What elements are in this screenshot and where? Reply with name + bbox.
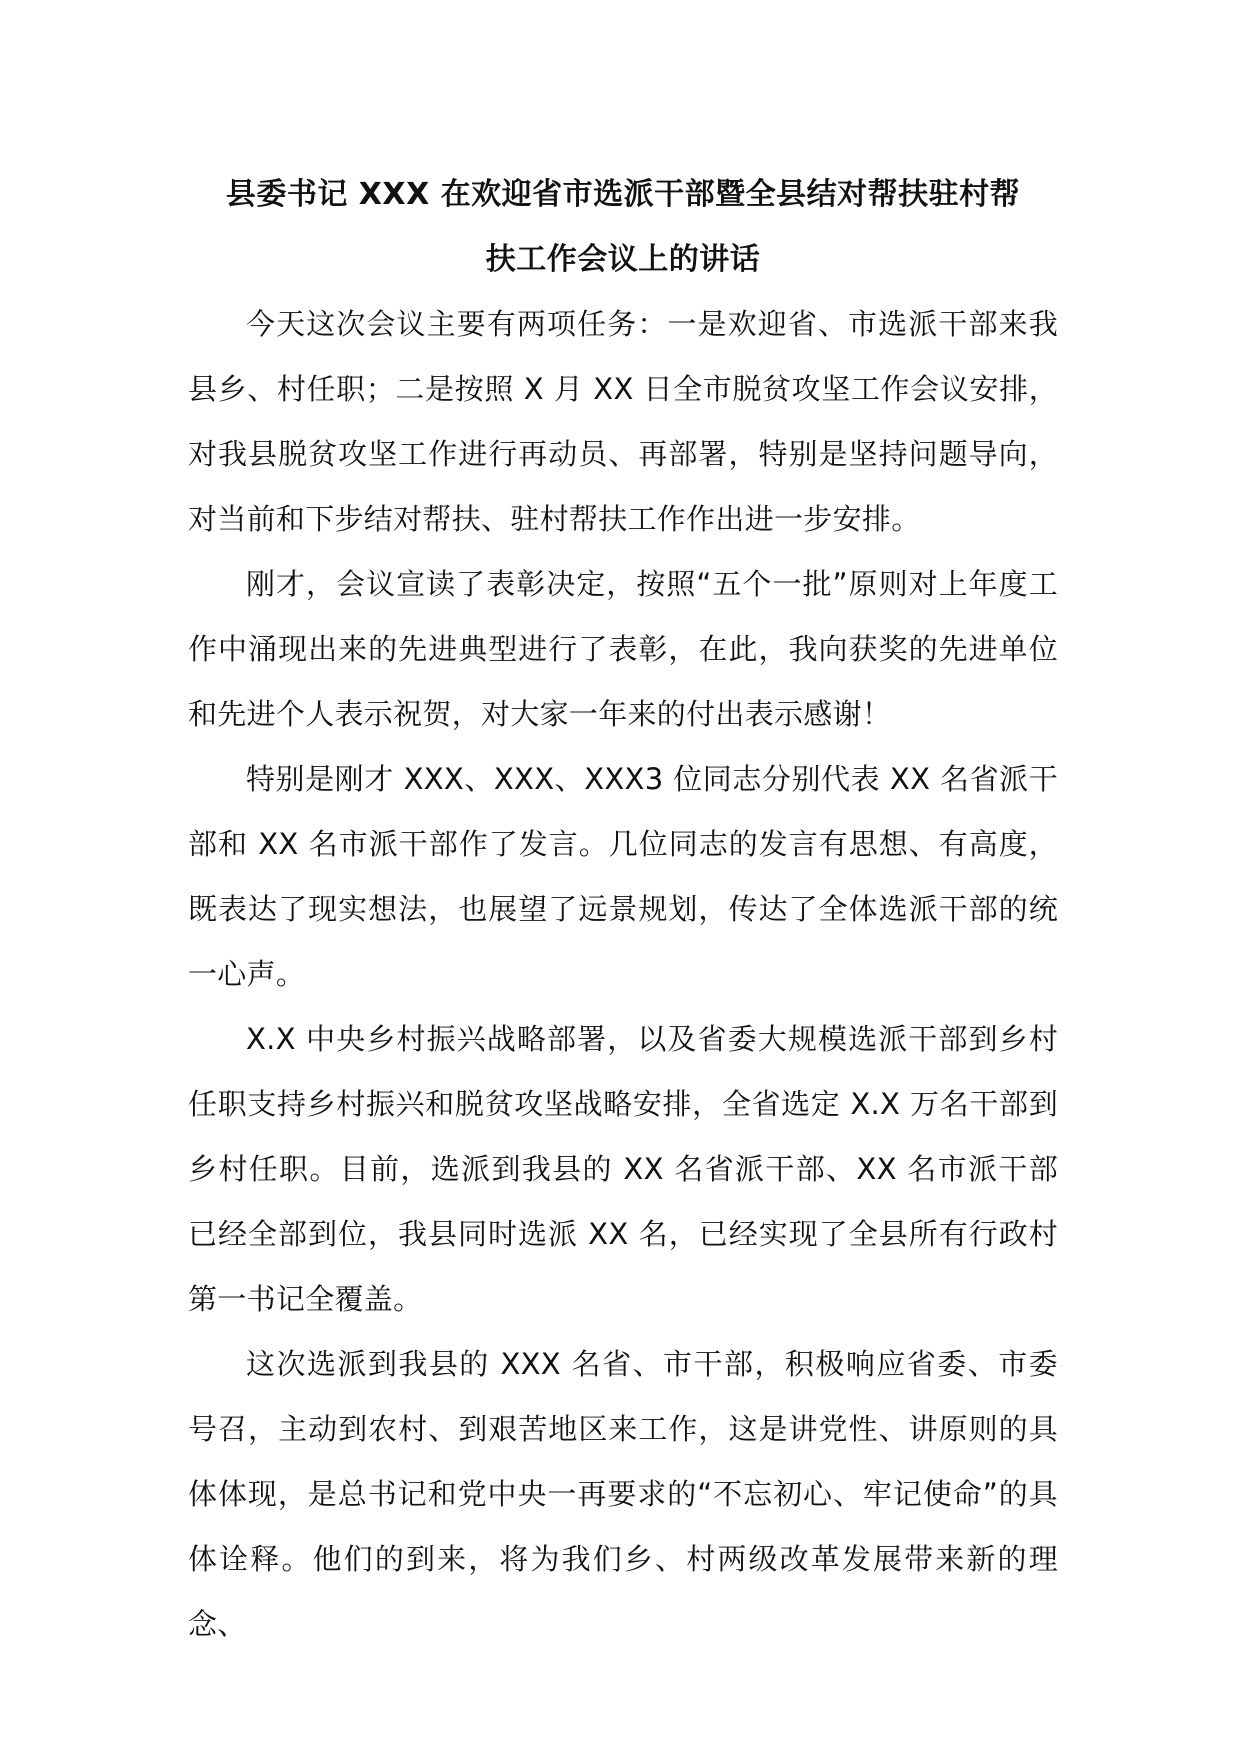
document-page	[188, 162, 1058, 1657]
paragraph-4: X.X 中央乡村振兴战略部署，以及省委大规模选派干部到乡村任职支持乡村振兴和脱贫攻坚战略安排，全省选定 X.X 万名干部到乡村任职。目前，选派到我县的 XX 名省派干部、XX 名市派干部已经全部到位，我县同时选派 XX 名，已经实现了全县所有行政村第一书记全覆盖。	[188, 1022, 1058, 1316]
paragraph-1: 今天这次会议主要有两项任务：一是欢迎省、市选派干部来我县乡、村任职；二是按照 X 月 XX 日全市脱贫攻坚工作会议安排，对我县脱贫攻坚工作进行再动员、再部署，特别是坚持问题导向，对当前和下步结对帮扶、驻村帮扶工作作出进一步安排。	[188, 307, 1058, 536]
title-line-2: 扶工作会议上的讲话	[485, 242, 761, 277]
paragraph-3: 特别是刚才 XXX、XXX、XXX3 位同志分别代表 XX 名省派干部和 XX 名市派干部作了发言。几位同志的发言有思想、有高度，既表达了现实想法，也展望了远景规划，传达了全体选派干部的统一心声。	[188, 762, 1058, 991]
title-line-1: 县委书记 XXX 在欢迎省市选派干部暨全县结对帮扶驻村帮	[225, 177, 1021, 212]
paragraph-5: 这次选派到我县的 XXX 名省、市干部，积极响应省委、市委号召，主动到农村、到艰苦地区来工作，这是讲党性、讲原则的具体体现，是总书记和党中央一再要求的“不忘初心、牢记使命”的具体诠释。他们的到来，将为我们乡、村两级改革发展带来新的理念、	[188, 1347, 1058, 1641]
document-title	[188, 162, 1058, 292]
paragraph-2: 刚才，会议宣读了表彰决定，按照“五个一批”原则对上年度工作中涌现出来的先进典型进行了表彰，在此，我向获奖的先进单位和先进个人表示祝贺，对大家一年来的付出表示感谢！	[188, 567, 1058, 731]
